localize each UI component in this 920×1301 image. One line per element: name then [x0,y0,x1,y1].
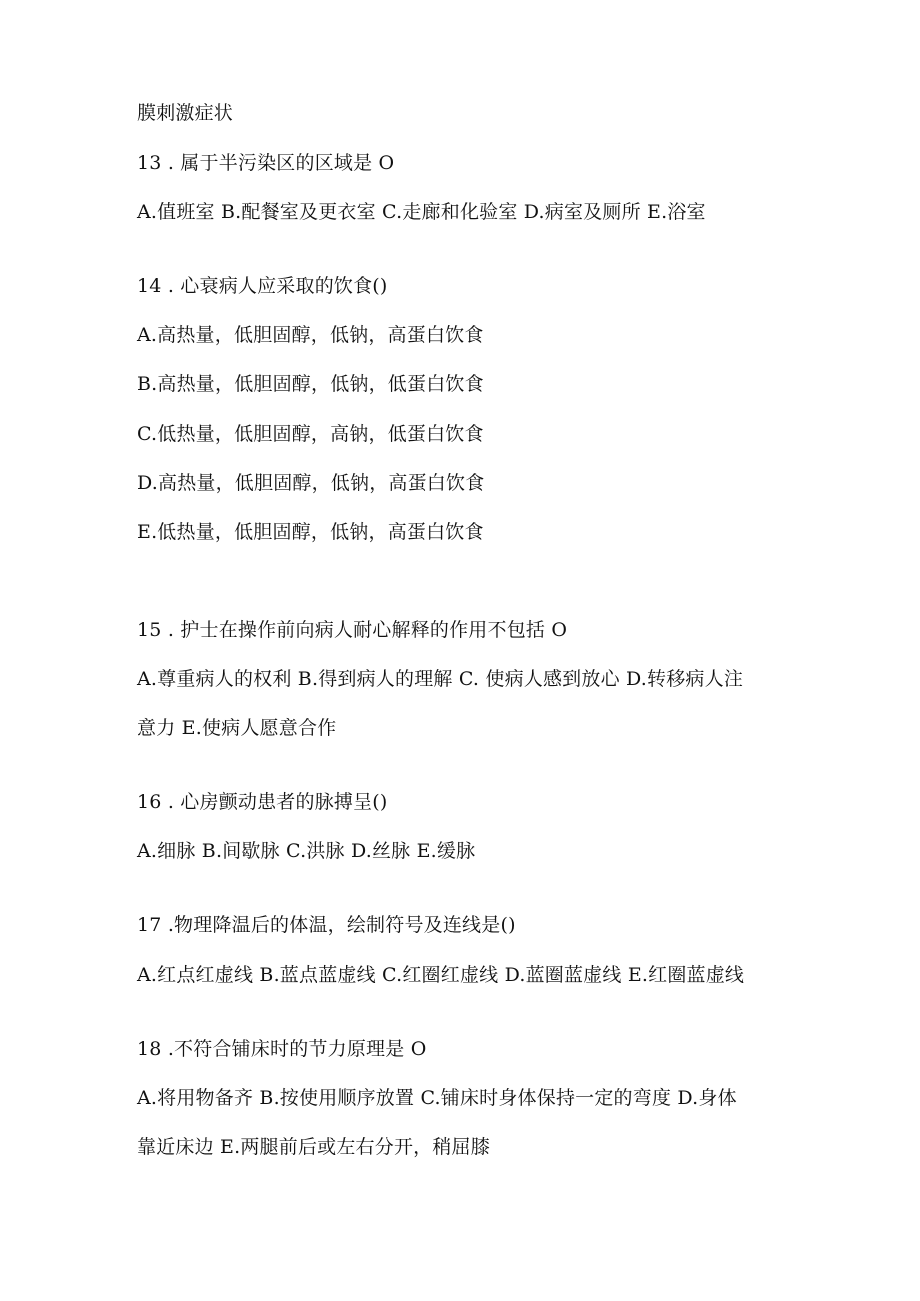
question-14-option-e: E.低热量，低胆固醇，低钠，高蛋白饮食 [137,521,484,543]
question-15-options-line-1: A.尊重病人的权利 B.得到病人的理解 C. 使病人感到放心 D.转移病人注 [137,668,744,690]
question-15: 15 . 护士在操作前向病人耐心解释的作用不包括 O [137,619,568,641]
text-line-continuation: 膜刺激症状 [137,102,234,124]
question-14-option-d: D.高热量，低胆固醇，低钠，高蛋白饮食 [137,472,485,494]
question-14-option-a: A.高热量，低胆固醇，低钠，高蛋白饮食 [137,324,484,346]
question-14-option-c: C.低热量，低胆固醇，高钠，低蛋白饮食 [137,423,484,445]
question-18: 18 .不符合铺床时的节力原理是 O [137,1038,427,1060]
question-14: 14 . 心衰病人应采取的饮食() [137,275,388,297]
question-18-options-line-1: A.将用物备齐 B.按使用顺序放置 C.铺床时身体保持一定的弯度 D.身体 [137,1087,737,1109]
question-13: 13 . 属于半污染区的区域是 O [137,152,395,174]
question-15-options-line-2: 意力 E.使病人愿意合作 [137,717,337,739]
question-18-options-line-2: 靠近床边 E.两腿前后或左右分开，稍屈膝 [137,1136,490,1158]
question-14-option-b: B.高热量，低胆固醇，低钠，低蛋白饮食 [137,373,484,395]
question-17: 17 .物理降温后的体温，绘制符号及连线是() [137,914,516,936]
question-16-options: A.细脉 B.间歇脉 C.洪脉 D.丝脉 E.缓脉 [137,840,476,862]
question-13-options: A.值班室 B.配餐室及更衣室 C.走廊和化验室 D.病室及厕所 E.浴室 [137,201,706,223]
question-16: 16 . 心房颤动患者的脉搏呈() [137,791,388,813]
question-17-options: A.红点红虚线 B.蓝点蓝虚线 C.红圈红虚线 D.蓝圈蓝虚线 E.红圈蓝虚线 [137,964,745,986]
